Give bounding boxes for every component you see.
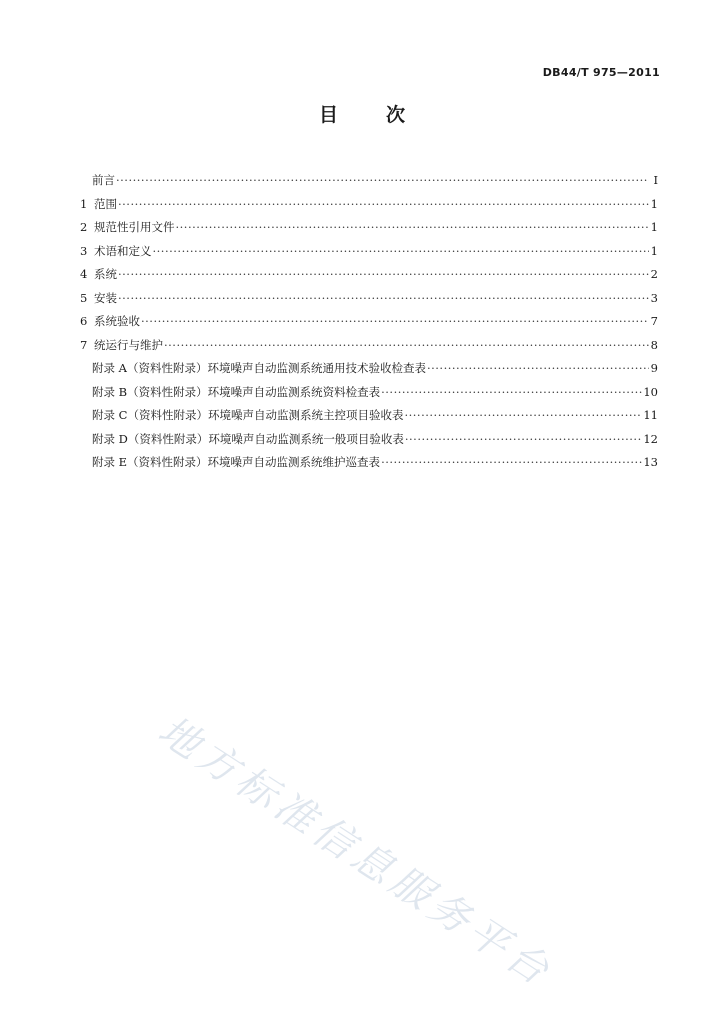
toc-entry-7[interactable] [80, 337, 658, 361]
toc-leader-dots [381, 385, 642, 399]
toc-entry-page: 9 [650, 361, 658, 375]
watermark: 地方标准信息服务平台 [150, 707, 561, 997]
toc-entry-2[interactable] [80, 219, 658, 243]
toc-entry-page: 2 [650, 267, 658, 281]
toc-entry-label: 附录 B（资料性附录）环境噪声自动监测系统资料检查表 [92, 384, 381, 399]
toc-entry-label: 前言 [92, 173, 115, 187]
toc-entry-number: 4 [80, 267, 88, 281]
toc-entry-page: 10 [643, 384, 658, 399]
toc-entry-page: 1 [650, 220, 658, 234]
toc-entry-annex-a[interactable] [80, 360, 658, 384]
toc-entry-page: I [653, 173, 658, 187]
toc-entry-page: 3 [650, 290, 658, 305]
toc-leader-dots [118, 197, 649, 211]
toc-entry-annex-e[interactable] [80, 454, 658, 478]
toc-leader-dots [176, 220, 650, 234]
toc-entry-page: 8 [650, 337, 658, 352]
toc-entry-label: 规范性引用文件 [94, 220, 175, 234]
toc-entry-annex-c[interactable] [80, 407, 658, 431]
toc-entry-page: 12 [643, 431, 658, 446]
title-char-left: 目 [318, 104, 338, 126]
toc-leader-dots [404, 408, 642, 422]
toc-entry-page: 11 [643, 408, 658, 422]
toc-entry-number: 1 [80, 196, 88, 211]
toc-leader-dots [116, 173, 649, 187]
toc-leader-dots [118, 267, 649, 281]
toc-entry-label: 术语和定义 [94, 243, 152, 258]
toc-entry-preface[interactable] [80, 172, 658, 196]
table-of-contents [80, 172, 658, 478]
title-char-right: 次 [386, 104, 406, 126]
toc-leader-dots [153, 244, 650, 258]
toc-entry-number: 6 [80, 314, 88, 328]
toc-entry-4[interactable] [80, 266, 658, 290]
page-title [0, 100, 724, 127]
toc-entry-6[interactable] [80, 313, 658, 337]
standard-code: DB44/T 975—2011 [542, 66, 660, 79]
toc-entry-label: 附录 D（资料性附录）环境噪声自动监测系统一般项目验收表 [92, 431, 404, 446]
toc-entry-number: 2 [80, 220, 88, 234]
toc-leader-dots [141, 314, 649, 328]
toc-entry-5[interactable] [80, 290, 658, 314]
toc-entry-number: 5 [80, 290, 88, 305]
toc-entry-label: 范围 [94, 196, 117, 211]
toc-leader-dots [118, 291, 649, 305]
toc-entry-label: 附录 E（资料性附录）环境噪声自动监测系统维护巡查表 [92, 455, 381, 469]
toc-leader-dots [164, 338, 649, 352]
toc-entry-label: 安装 [94, 290, 117, 305]
toc-entry-1[interactable] [80, 196, 658, 220]
toc-entry-page: 7 [650, 314, 658, 328]
toc-entry-label: 系统验收 [94, 314, 140, 328]
toc-entry-annex-d[interactable] [80, 431, 658, 455]
toc-entry-number: 7 [80, 337, 88, 352]
toc-leader-dots [381, 455, 642, 469]
toc-entry-annex-b[interactable] [80, 384, 658, 408]
toc-entry-label: 统运行与维护 [94, 337, 163, 352]
toc-entry-page: 13 [643, 455, 658, 469]
toc-entry-label: 系统 [94, 267, 117, 281]
toc-entry-label: 附录 A（资料性附录）环境噪声自动监测系统通用技术验收检查表 [92, 361, 426, 375]
toc-entry-page: 1 [650, 196, 658, 211]
toc-entry-label: 附录 C（资料性附录）环境噪声自动监测系统主控项目验收表 [92, 408, 404, 422]
toc-entry-page: 1 [650, 243, 658, 258]
toc-leader-dots [405, 432, 642, 446]
toc-entry-number: 3 [80, 243, 88, 258]
toc-leader-dots [427, 361, 649, 375]
toc-entry-3[interactable] [80, 243, 658, 267]
